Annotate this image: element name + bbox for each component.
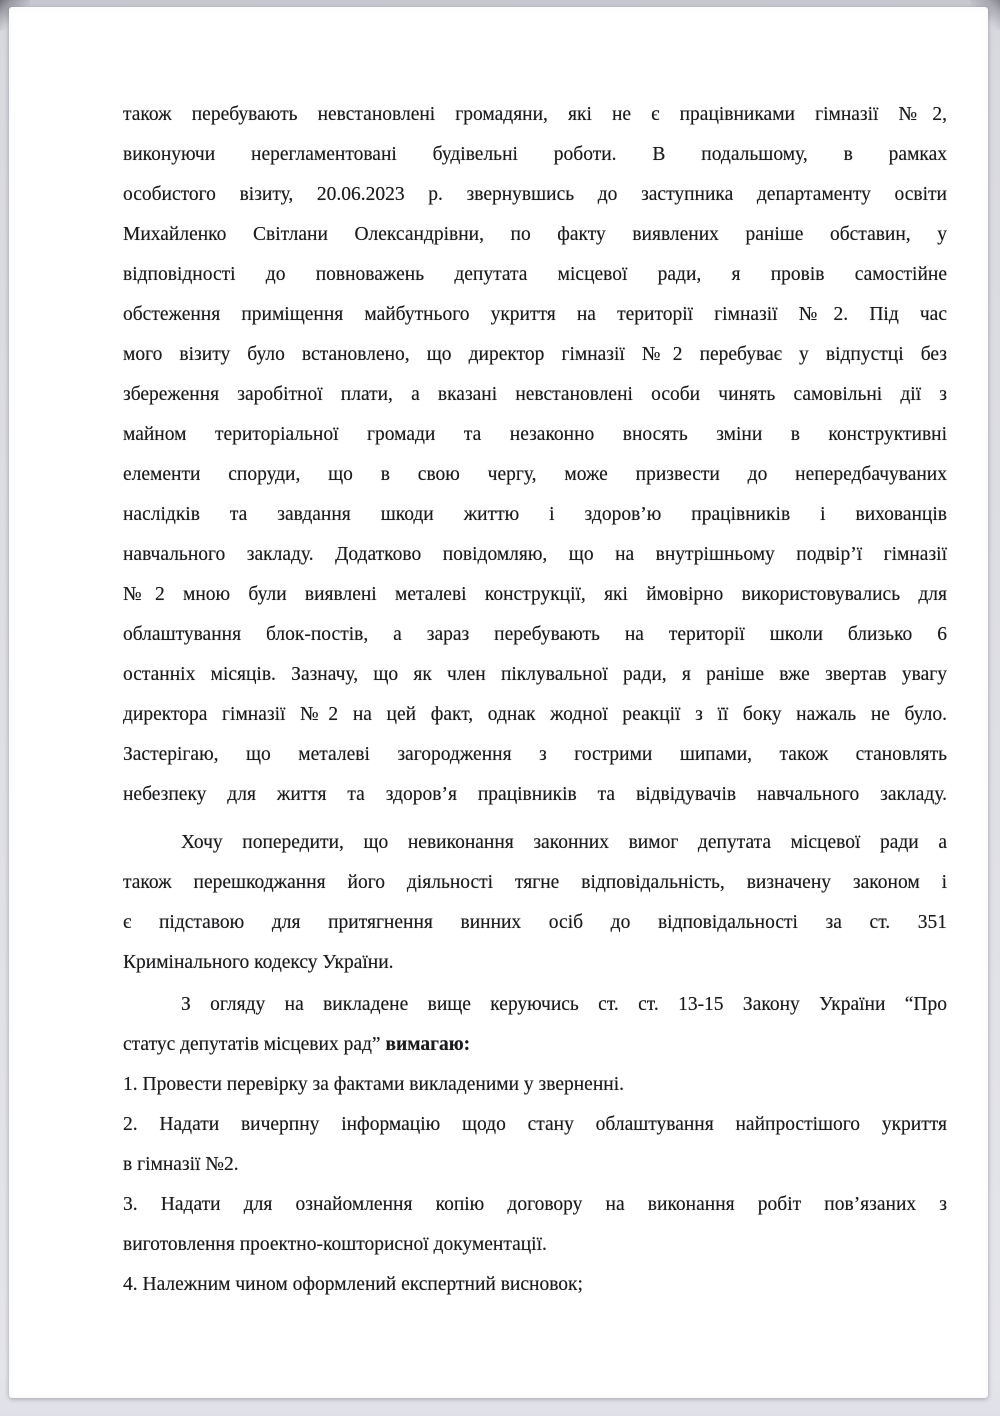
list-item: 1. Провести перевірку за фактами викладеними у зверненні. (123, 1074, 624, 1095)
list-item-continuation: виготовлення проектно-кошторисної документації. (123, 1234, 547, 1255)
text-line: відповідності до повноважень депутата місцевої ради, я провів самостійне (123, 264, 947, 285)
text-line: З огляду на викладене вище керуючись ст. ст. 13-15 Закону України “Про (181, 994, 947, 1015)
text-line: мого візиту було встановлено, що директор гімназії №2 перебуває у відпустці без (123, 344, 947, 365)
text-segment: статус депутатів місцевих рад” (123, 1034, 386, 1055)
paragraph-demand-intro (123, 985, 947, 1065)
list-item: 3. Надати для ознайомлення копію договору на виконання робіт пов’язаних з (123, 1194, 947, 1215)
text-line: Хочу попередити, що невиконання законних вимог депутата місцевої ради а (181, 832, 947, 853)
text-line: облаштування блок-постів, а зараз перебувають на території школи близько 6 (123, 624, 947, 645)
paragraph-warning (123, 823, 947, 983)
text-line: Кримінального кодексу України. (123, 952, 394, 973)
text-line: також перешкоджання його діяльності тягне відповідальність, визначену законом і (123, 872, 947, 893)
text-line: небезпеку для життя та здоров’я працівників та відвідувачів навчального закладу. (123, 784, 947, 805)
document-text (123, 95, 947, 1305)
text-line: також перебувають невстановлені громадяни, які не є працівниками гімназії №2, (123, 104, 947, 125)
text-line (123, 1025, 947, 1065)
text-line: Застерігаю, що металеві загородження з гострими шипами, також становлять (123, 744, 947, 765)
text-line: виконуючи нерегламентовані будівельні роботи. В подальшому, в рамках (123, 144, 947, 165)
text-line: наслідків та завдання шкоди життю і здоров’ю працівників і вихованців (123, 504, 947, 525)
text-line: є підставою для притягнення винних осіб до відповідальності за ст. 351 (123, 912, 947, 933)
text-line: директора гімназії №2 на цей факт, однак жодної реакції з її боку нажаль не було. (123, 704, 947, 725)
text-line: майном територіальної громади та незаконно вносять зміни в конструктивні (123, 424, 947, 445)
list-item: 4. Належним чином оформлений експертний висновок; (123, 1274, 583, 1295)
text-line: обстеження приміщення майбутнього укриття на території гімназії №2. Під час (123, 304, 947, 325)
text-line: елементи споруди, що в свою чергу, може призвести до непередбачуваних (123, 464, 947, 485)
text-line: збереження заробітної плати, а вказані невстановлені особи чинять самовільні дії з (123, 384, 947, 405)
demand-list (123, 1065, 947, 1305)
text-line: навчального закладу. Додатково повідомляю, що на внутрішньому подвір’ї гімназії (123, 544, 947, 565)
demand-keyword-bold: вимагаю: (385, 1034, 471, 1055)
text-line: №2 мною були виявлені металеві конструкції, які ймовірно використовувались для (123, 584, 947, 605)
list-item-continuation: в гімназії №2. (123, 1154, 239, 1175)
text-line: Михайленко Світлани Олександрівни, по факту виявлених раніше обставин, у (123, 224, 947, 245)
text-line: останніх місяців. Зазначу, що як член піклувальної ради, я раніше вже звертав увагу (123, 664, 947, 685)
paragraph-continuation (123, 95, 947, 815)
text-line: особистого візиту, 20.06.2023 р. звернувшись до заступника департаменту освіти (123, 184, 947, 205)
document-page (9, 7, 988, 1398)
list-item: 2. Надати вичерпну інформацію щодо стану облаштування найпростішого укриття (123, 1114, 947, 1135)
